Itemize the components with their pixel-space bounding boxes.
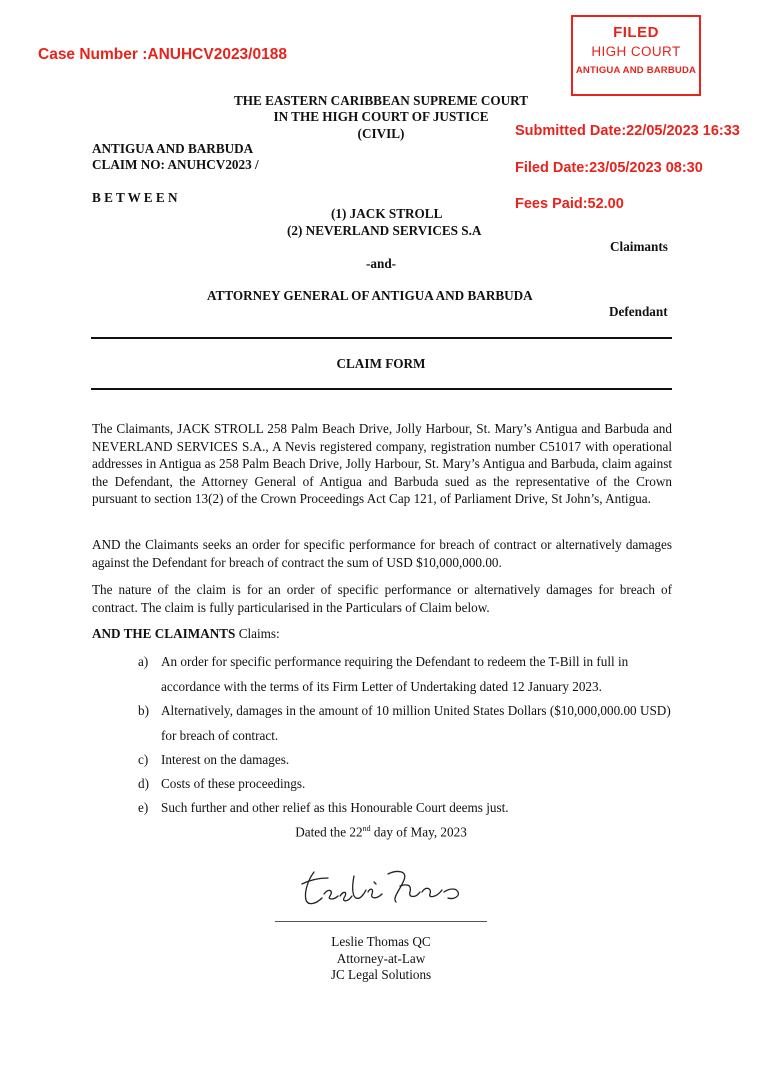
claim-item-label: a) — [138, 654, 149, 669]
filed-stamp — [571, 15, 701, 96]
claim-item-label: b) — [138, 703, 149, 718]
claim-item-text: An order for specific performance requiring the Defendant to redeem the T-Bill in full in accordance with the terms of its Firm Letter of Undertaking dated 12 January 2023. — [161, 654, 629, 694]
form-title: CLAIM FORM — [336, 356, 426, 371]
defendant-label: Defendant — [609, 304, 668, 319]
dated-suffix: day of May, 2023 — [370, 824, 467, 840]
claim-item-e — [138, 795, 678, 820]
stamp-court-text: HIGH COURT — [591, 44, 681, 59]
dated-prefix: Dated the 22 — [295, 824, 363, 840]
claimant-2: (2) NEVERLAND SERVICES S.A — [287, 223, 482, 238]
claim-item-text: Alternatively, damages in the amount of 10 million United States Dollars ($10,000,000.00 USD) for breach of contract. — [161, 703, 671, 743]
claim-item-d — [138, 771, 678, 796]
signatory-firm: JC Legal Solutions — [330, 967, 432, 982]
defendant-name: ATTORNEY GENERAL OF ANTIGUA AND BARBUDA — [207, 288, 533, 303]
top-divider — [91, 337, 672, 339]
case-number: Case Number :ANUHCV2023/0188 — [38, 46, 287, 63]
claimants-paragraph: The Claimants, JACK STROLL 258 Palm Beach Drive, Jolly Harbour, St. Mary’s Antigua and Barbuda and NEVERLAND SERVICES S.A., A Nevis registered company, registration number C51017 with operational addresses in Antigua as 258 Palm Beach Drive, Jolly Harbour, St. Mary’s Antigua and Barbuda, claim against the Defendant, the Attorney General of Antigua and Barbuda sued as the representative of the Crown pursuant to section 13(2) of the Crown Proceedings Act Cap 121, of Parliament Drive, St John’s, Antigua. — [92, 421, 672, 506]
claim-item-c — [138, 747, 678, 772]
claimant-1: (1) JACK STROLL — [331, 206, 443, 221]
filed-date: Filed Date:23/05/2023 08:30 — [515, 160, 703, 176]
claim-item-label: e) — [138, 800, 149, 815]
claim-item-a — [138, 649, 678, 699]
claim-item-text: Such further and other relief as this Honourable Court deems just. — [161, 800, 509, 815]
signatory-title: Attorney-at-Law — [336, 951, 426, 966]
order-paragraph: AND the Claimants seeks an order for specific performance for breach of contract or alternatively damages against the Defendant for breach of contract the sum of USD $10,000,000.00. — [92, 537, 672, 570]
fees-paid: Fees Paid:52.00 — [515, 196, 624, 212]
court-civil: (CIVIL) — [357, 126, 405, 141]
signature-line — [275, 921, 487, 922]
claim-item-text: Costs of these proceedings. — [161, 776, 306, 791]
submitted-date: Submitted Date:22/05/2023 16:33 — [515, 123, 740, 139]
claim-number: CLAIM NO: ANUHCV2023 / — [92, 157, 259, 172]
court-division: IN THE HIGH COURT OF JUSTICE — [273, 109, 489, 124]
dated-line — [231, 824, 531, 840]
handwritten-signature — [296, 862, 471, 912]
stamp-jurisdiction-text: ANTIGUA AND BARBUDA — [575, 65, 697, 76]
between-label: B E T W E E N — [92, 190, 178, 205]
claims-intro-bold: AND THE CLAIMANTS — [92, 626, 236, 641]
claimants-label: Claimants — [610, 239, 668, 254]
claim-item-text: Interest on the damages. — [161, 752, 290, 767]
signatory-name: Leslie Thomas QC — [331, 934, 431, 949]
claims-intro-rest: Claims: — [235, 626, 280, 641]
dated-superscript: nd — [362, 824, 371, 833]
claim-item-label: c) — [138, 752, 149, 767]
jurisdiction: ANTIGUA AND BARBUDA — [92, 141, 254, 156]
and-separator: -and- — [366, 256, 397, 271]
bottom-divider — [91, 388, 672, 390]
stamp-filed-text: FILED — [613, 24, 659, 41]
nature-paragraph: The nature of the claim is for an order of specific performance or alternatively damages for breach of contract. The claim is fully particularised in the Particulars of Claim below. — [92, 582, 672, 615]
court-name: THE EASTERN CARIBBEAN SUPREME COURT — [233, 93, 529, 108]
claim-item-b — [138, 698, 678, 748]
claims-intro — [92, 626, 280, 642]
claim-item-label: d) — [138, 776, 149, 791]
